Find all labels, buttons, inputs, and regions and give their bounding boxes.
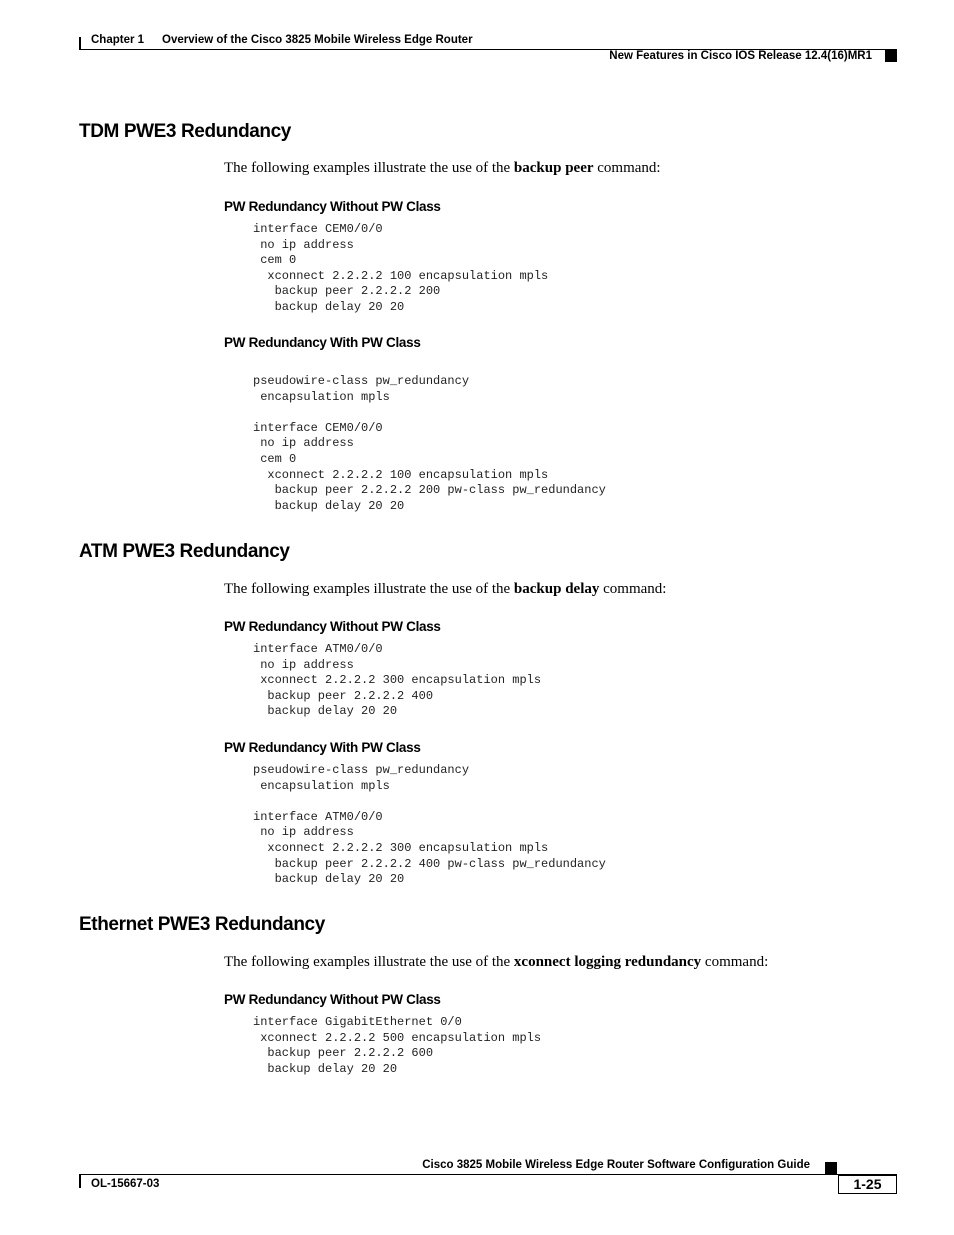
intro-text-end: command:: [593, 160, 661, 176]
subsection-title-tdm-without: PW Redundancy Without PW Class: [224, 199, 441, 214]
footer-marker-block: [825, 1162, 837, 1174]
code-block-ethernet-without: interface GigabitEthernet 0/0 xconnect 2.2.2.2 500 encapsulation mpls backup peer 2.2.2.2 600 backup delay 20 20: [253, 1015, 542, 1076]
intro-paragraph-tdm: [224, 160, 661, 177]
intro-text: The following examples illustrate the use of the: [224, 160, 514, 176]
chapter-label: Chapter 1: [91, 34, 145, 46]
command-name: xconnect logging redundancy: [513, 954, 702, 970]
command-name: backup delay: [513, 581, 600, 597]
code-block-atm-without: interface ATM0/0/0 no ip address xconnect 2.2.2.2 300 encapsulation mpls backup peer 2.2.2.2 400 backup delay 20 20: [253, 642, 542, 719]
intro-text-end: command:: [701, 954, 769, 970]
section-title-ethernet: Ethernet PWE3 Redundancy: [79, 914, 325, 935]
page-number: 1-25: [838, 1175, 897, 1194]
subsection-title-atm-without: PW Redundancy Without PW Class: [224, 619, 441, 634]
footer-left-rule: [79, 1174, 81, 1188]
section-title-atm: ATM PWE3 Redundancy: [79, 541, 290, 562]
running-header-section: New Features in Cisco IOS Release 12.4(16)MR1: [609, 50, 872, 62]
code-block-atm-with: pseudowire-class pw_redundancy encapsulation mpls interface ATM0/0/0 no ip address xconnect 2.2.2.2 300 encapsulation mpls backup peer 2.2.2.2 400 pw-class pw_redundancy backup delay 20 20: [253, 763, 606, 887]
section-title-tdm: TDM PWE3 Redundancy: [79, 121, 291, 142]
intro-paragraph-ethernet: [224, 954, 768, 971]
subsection-title-ethernet-without: PW Redundancy Without PW Class: [224, 992, 441, 1007]
footer-guide-title: Cisco 3825 Mobile Wireless Edge Router Software Configuration Guide: [422, 1159, 810, 1171]
intro-paragraph-atm: [224, 581, 666, 598]
intro-text: The following examples illustrate the use of the: [224, 954, 514, 970]
command-name: backup peer: [513, 160, 594, 176]
subsection-title-atm-with: PW Redundancy With PW Class: [224, 740, 421, 755]
subsection-title-tdm-with: PW Redundancy With PW Class: [224, 335, 421, 350]
header-marker-block: [885, 50, 897, 62]
footer-rule: [79, 1174, 897, 1175]
running-header-chapter: [91, 34, 473, 46]
code-block-tdm-with: pseudowire-class pw_redundancy encapsulation mpls interface CEM0/0/0 no ip address cem 0 xconnect 2.2.2.2 100 encapsulation mpls backup peer 2.2.2.2 200 pw-class pw_redundancy backup delay 20 20: [253, 374, 606, 513]
code-block-tdm-without: interface CEM0/0/0 no ip address cem 0 xconnect 2.2.2.2 100 encapsulation mpls backup peer 2.2.2.2 200 backup delay 20 20: [253, 222, 549, 314]
intro-text: The following examples illustrate the use of the: [224, 581, 514, 597]
intro-text-end: command:: [599, 581, 667, 597]
chapter-title: Overview of the Cisco 3825 Mobile Wireless Edge Router: [162, 34, 473, 46]
footer-doc-number: OL-15667-03: [91, 1178, 160, 1190]
